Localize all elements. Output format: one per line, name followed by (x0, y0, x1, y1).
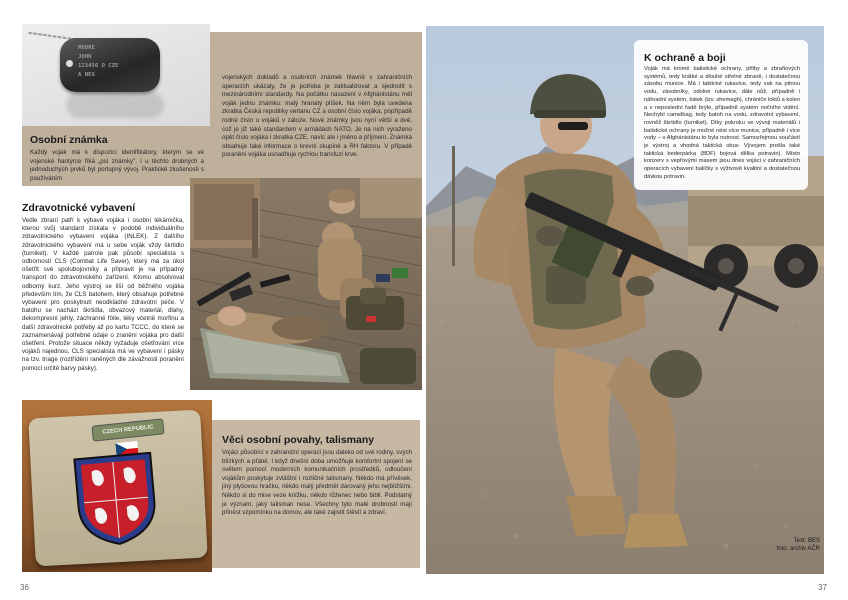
medic-photo (190, 178, 422, 390)
dogtag-continued-box (210, 32, 422, 178)
zdravotnicke-box (22, 186, 190, 390)
medic-scene-image (190, 178, 422, 390)
k-ochrane-heading: K ochraně a boji (644, 52, 726, 64)
coat-of-arms-patch (70, 449, 162, 550)
osobni-znamka-text: Každý voják má k dispozici identifikátory, kterým se ve vojenské hantýrce říká „psí známky". I u těchto drobných a jednoduchých prvků byl portupný vývoj. Praktické zkušenosti s používáním (30, 149, 204, 182)
page-number-left: 36 (20, 583, 29, 592)
dogtag-shadow (66, 92, 164, 118)
osobni-znamka-box (22, 126, 210, 186)
dogtag-photo (22, 24, 210, 126)
k-ochrane-text: Voják má kromě balistické ochrany, přilby a zbraňových systémů, tedy krátké a dlouhé střelné zbraně, i dostatečnou zásobu munice. Má i taktické rukavice, tedy vak na pitnou vodu, zásobníky, odolné rukavice, dále nůž, případně i náhradní systém, šátek (tzv. shemagh), chrániče loktů a kolen a v neposlední řadě brýle, případně systém nočního vidění. Nechybí camelbag, tedy batoh na vodu, zdravotní vybavení, rovněž škrtidlo (turniket). Díky pokroku ve vývoji materiálů i balistické ochrany je možné nést více munice, případně i více vody – v Afghánistánu to byla nutnost. Samozřejmou součástí je výstroj a vhodná taktická obuv. Vývojem prošla také taktická bederpárka (BDF) bojová dělka potravin). Místo konzerv s vepřovými masem jsou dnes vojáci v zahraničních operacích vybaveni balíčky s výživově kvalitní a dostatečnou dávkou potravin. (644, 66, 800, 180)
czech-republic-label-text: CZECH REPUBLIC (102, 424, 154, 436)
veci-osobni-heading: Věci osobní povahy, talismany (222, 434, 375, 446)
dogtag-hole (66, 60, 73, 67)
credit-photo: foto: archiv AČR (776, 545, 820, 552)
photo-credits (764, 538, 820, 553)
patch-photo (22, 400, 212, 572)
dogtag-continued-text: vojenských dokladů a osobních známek hlavně v zahraničních operacích ukázaly, že je potřeba je zaktualizovat a sjednotit s mezinárodními standardy. Na počátku nasazení v Afghánistánu měl voják jednu známku: malý hranatý plíšek. Na něm byla uvedena zkratka Česká republiky vertanu CZ a osobní číslo vojáka, popřípadě rodné číslo u vojáků v záloze. Nové známky jsou nyní větší a dvě, což je již také standardem v armádách NATO. Je na nich vyraženo opět číslo vojáka i zkratka CZE, navíc ale i jméno a příjmení. Známka obsahuje také informace o krevní skupině a RH faktoru. V případě poranění vojáka usnadňuje rychlou transfuzi krve. (222, 74, 412, 159)
zdravotnicke-heading: Zdravotnické vybavení (22, 202, 136, 214)
veci-osobni-text: Vojáci působící v zahraniční operaci jsou daleko od své rodiny, svých blízkých a přátel. I když dnešní doba umožňuje komfortní spojení se světem pomocí moderních komunikačních prostředků, odloučení vojákům poskytuje zvláštní i rozličné talismany. Někdo má přívěsek, jiný plyšovou hračku, někdo malý předmět darovaný jeho nejbližšími. Někdo si do mise veze knížku, někdo růženec nebo bibli. Podstatný je význam, jaký talisman nese. Všechny tyto malé drobnosti mají přinést vzpomínku na domov, ale také zajistit štěstí a zdraví. (222, 449, 412, 517)
page-number-right: 37 (818, 583, 827, 592)
k-ochrane-box (634, 40, 808, 190)
dogtag-line-1: MOORE (78, 45, 95, 51)
osobni-znamka-heading: Osobní známka (30, 134, 108, 146)
credit-text: Text: BES (793, 538, 820, 544)
dogtag-line-3: 123456 O CZE (78, 63, 119, 69)
zdravotnicke-text: Vedle zbraní patří k výbavě vojáka i osobní lékárnička, kterou svůj standard získala v podobě individuálního zdravotnického vybavení vojáka (INLEK). Z dalšího zdravotnického vybavení má u sebe voják vždy škrtidlo (turniket). V každé patrole pak působí specialista s odborností CLS (Combat Life Saver), který má za úkol ošetřit své spolubojovníky a připravit je na případný transport do zdravotnického zařízení. Ktomu absolvoval odborný kurz. Jeho výstroj se liší od běžného vojáka především tím, že CLS batohem, který obsahuje potřebné vybavení pro poskytnutí neodkladné zdravotní péče. V batohu se nachází škrtidla, obvazový materiál, dlahy, dekompresní jehly, záchranné fólie, léky včetně morfinu a další zdravotnické potřeby až po kartu TCCC, do které se zaznamenávají potřebné údaje o zranění vojáka pro další ošetření. Protože situace někdy vyžaduje ošetřování více vojáků najednou, CLS specialista má ve vybavení i pásky na tzv. triage (roztřídění raněných dle závažnosti poranění pomocí určitě barvy pásky). (22, 217, 184, 372)
dogtag-plate (60, 38, 160, 92)
veci-osobni-box (212, 420, 420, 568)
dogtag-line-2: JOHN (78, 54, 92, 60)
dogtag-line-4: A NEG (78, 72, 95, 78)
